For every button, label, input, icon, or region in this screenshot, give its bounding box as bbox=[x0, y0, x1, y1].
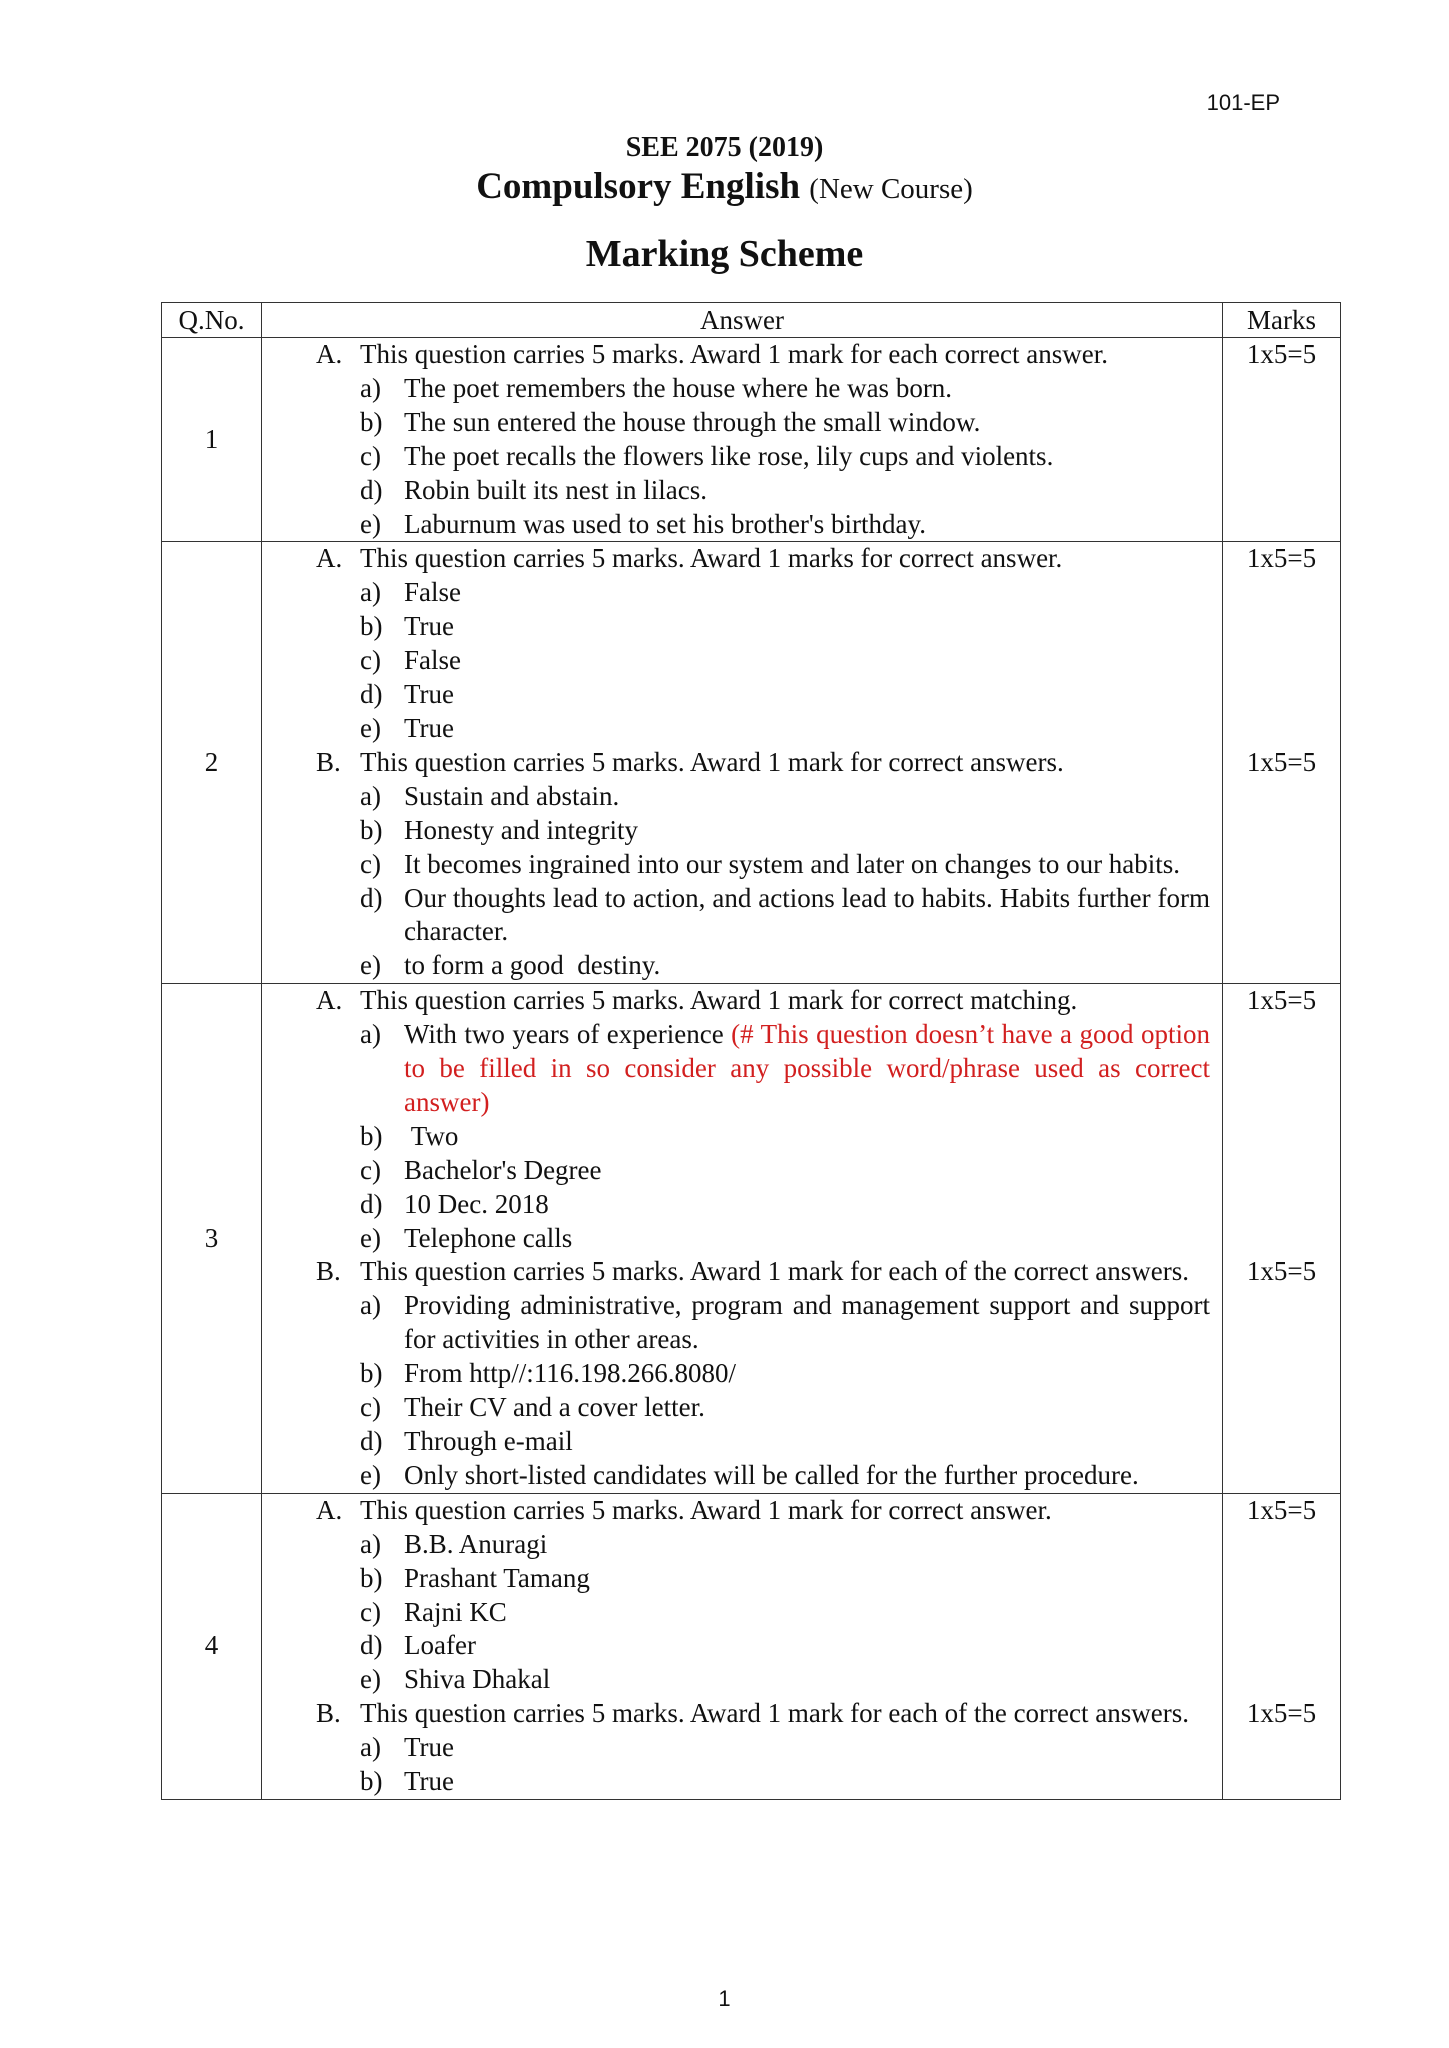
question-number: 2 bbox=[162, 542, 262, 984]
item-text: False bbox=[404, 645, 461, 676]
item-text: B.B. Anuragi bbox=[404, 1528, 548, 1559]
answer-item bbox=[316, 440, 1210, 474]
answer-cell bbox=[262, 984, 1223, 1494]
answer-item bbox=[316, 1018, 1210, 1120]
item-text: Through e-mail bbox=[404, 1426, 573, 1456]
answer-cell bbox=[262, 1493, 1223, 1799]
answer-content bbox=[262, 542, 1222, 983]
answer-item bbox=[316, 1596, 1210, 1630]
answer-item bbox=[316, 814, 1210, 848]
item-letter: d) bbox=[360, 1426, 383, 1456]
item-letter: c) bbox=[360, 1392, 381, 1423]
section-instruction bbox=[316, 338, 1210, 372]
item-text: True bbox=[404, 712, 455, 743]
answer-item bbox=[316, 949, 1210, 983]
item-letter: c) bbox=[360, 645, 381, 676]
item-text: Telephone calls bbox=[404, 1222, 573, 1253]
answer-item bbox=[316, 1120, 1210, 1154]
answer-cell bbox=[262, 338, 1223, 542]
item-text: Laburnum was used to set his brother's birthday. bbox=[404, 508, 927, 539]
marks-value: 1x5=5 bbox=[1246, 339, 1317, 369]
item-letter: d) bbox=[360, 1630, 383, 1661]
exam-title: SEE 2075 (2019) bbox=[625, 132, 824, 163]
item-text: Two bbox=[404, 1120, 459, 1151]
section-instruction bbox=[316, 1494, 1210, 1528]
item-text: Shiva Dhakal bbox=[404, 1664, 551, 1695]
section-text: This question carries 5 marks. Award 1 mark for each of the correct answers. bbox=[360, 1256, 1189, 1287]
item-letter: a) bbox=[360, 372, 381, 403]
course-label: (New Course) bbox=[809, 173, 973, 205]
answer-item bbox=[316, 474, 1210, 508]
answer-item bbox=[316, 610, 1210, 644]
table-row bbox=[162, 984, 1341, 1494]
section-text: This question carries 5 marks. Award 1 mark for each of the correct answers. bbox=[360, 1698, 1189, 1729]
answer-item bbox=[316, 1154, 1210, 1188]
item-text: From http//:116.198.266.8080/ bbox=[404, 1358, 737, 1389]
answer-item bbox=[316, 372, 1210, 406]
answer-item bbox=[316, 882, 1217, 950]
item-letter: e) bbox=[360, 508, 381, 539]
answer-item bbox=[316, 1663, 1210, 1697]
item-text: True bbox=[404, 611, 455, 642]
item-letter: c) bbox=[360, 1596, 381, 1627]
page-number: 1 bbox=[718, 1986, 731, 2011]
item-text: Providing administrative, program and management support and support for activities in other areas. bbox=[404, 1290, 1217, 1355]
subject-title bbox=[0, 165, 1449, 208]
marks-cell bbox=[1223, 338, 1341, 542]
answer-item bbox=[316, 1188, 1210, 1222]
item-text: Bachelor's Degree bbox=[404, 1154, 602, 1185]
header-qno: Q.No. bbox=[162, 303, 262, 338]
table-header-row bbox=[162, 303, 1341, 338]
item-text: Their CV and a cover letter. bbox=[404, 1392, 705, 1423]
item-text: Sustain and abstain. bbox=[404, 780, 620, 811]
item-letter: b) bbox=[360, 1358, 383, 1389]
item-text: Robin built its nest in lilacs. bbox=[404, 474, 707, 505]
answer-item bbox=[316, 1459, 1210, 1493]
answer-item bbox=[316, 1222, 1210, 1256]
item-letter: b) bbox=[360, 814, 383, 845]
item-note: (# This question doesn’t have a good option to be filled in so consider any possible word/phrase used as correct answer) bbox=[404, 1019, 1210, 1117]
header-marks: Marks bbox=[1223, 303, 1341, 338]
answer-item bbox=[316, 1528, 1210, 1562]
item-text: The poet recalls the flowers like rose, lily cups and violents. bbox=[404, 440, 1054, 471]
marks-cell bbox=[1223, 542, 1341, 984]
item-text: The sun entered the house through the small window. bbox=[404, 406, 981, 437]
item-letter: d) bbox=[360, 474, 383, 505]
section-text: This question carries 5 marks. Award 1 mark for correct matching. bbox=[360, 985, 1078, 1016]
item-text: It becomes ingrained into our system and later on changes to our habits. bbox=[404, 848, 1181, 879]
item-letter: c) bbox=[360, 1154, 381, 1185]
marks-value: 1x5=5 bbox=[1246, 1256, 1317, 1287]
item-letter: e) bbox=[360, 1664, 381, 1695]
subject-name: Compulsory English bbox=[476, 166, 801, 207]
item-letter: c) bbox=[360, 848, 381, 879]
item-letter: b) bbox=[360, 1562, 383, 1593]
item-letter: a) bbox=[360, 1528, 381, 1559]
answer-item bbox=[316, 1765, 1210, 1799]
item-letter: e) bbox=[360, 1222, 381, 1253]
marking-scheme-table bbox=[161, 302, 1341, 1800]
item-text: Our thoughts lead to action, and actions lead to habits. Habits further form character. bbox=[404, 882, 1217, 947]
answer-content bbox=[262, 1494, 1222, 1799]
item-text: With two years of experience bbox=[404, 1019, 724, 1050]
answer-item bbox=[316, 644, 1210, 678]
table-row bbox=[162, 542, 1341, 984]
marks-column bbox=[1223, 338, 1340, 372]
table-row bbox=[162, 1493, 1341, 1799]
item-text: True bbox=[404, 679, 455, 710]
answer-cell bbox=[262, 542, 1223, 984]
section-instruction bbox=[316, 746, 1210, 780]
header-answer: Answer bbox=[262, 303, 1223, 338]
answer-item bbox=[316, 848, 1210, 882]
section-text: This question carries 5 marks. Award 1 marks for correct answer. bbox=[360, 543, 1063, 574]
item-letter: e) bbox=[360, 712, 381, 743]
item-letter: d) bbox=[360, 679, 383, 710]
marks-column bbox=[1223, 984, 1340, 1289]
section-instruction bbox=[316, 1255, 1210, 1289]
question-number: 3 bbox=[162, 984, 262, 1494]
item-letter: c) bbox=[360, 440, 381, 471]
item-letter: e) bbox=[360, 950, 381, 981]
section-letter: A. bbox=[316, 543, 343, 574]
answer-item bbox=[316, 1562, 1210, 1596]
section-letter: B. bbox=[316, 1256, 341, 1287]
item-letter: e) bbox=[360, 1459, 381, 1490]
answer-item bbox=[316, 678, 1210, 712]
item-text: True bbox=[404, 1732, 455, 1763]
item-text: False bbox=[404, 577, 461, 608]
item-text: Rajni KC bbox=[404, 1596, 507, 1627]
section-letter: A. bbox=[316, 985, 343, 1016]
question-number: 4 bbox=[162, 1493, 262, 1799]
marks-column bbox=[1223, 542, 1340, 779]
answer-item bbox=[316, 1357, 1210, 1391]
item-text: The poet remembers the house where he was born. bbox=[404, 372, 953, 403]
item-text: Loafer bbox=[404, 1630, 476, 1661]
answer-content bbox=[262, 338, 1222, 541]
item-letter: a) bbox=[360, 1290, 381, 1321]
marks-cell bbox=[1223, 984, 1341, 1494]
answer-item bbox=[316, 712, 1210, 746]
item-letter: b) bbox=[360, 406, 383, 437]
section-text: This question carries 5 marks. Award 1 mark for correct answers. bbox=[360, 746, 1064, 777]
marks-value: 1x5=5 bbox=[1246, 985, 1317, 1016]
question-number: 1 bbox=[162, 338, 262, 542]
item-letter: d) bbox=[360, 1188, 383, 1219]
item-letter: d) bbox=[360, 882, 383, 913]
page-title: Marking Scheme bbox=[585, 233, 864, 275]
section-letter: B. bbox=[316, 746, 341, 777]
marks-column bbox=[1223, 1494, 1340, 1731]
item-letter: b) bbox=[360, 611, 383, 642]
answer-item bbox=[316, 508, 1210, 542]
answer-item bbox=[316, 1425, 1210, 1459]
marks-value: 1x5=5 bbox=[1246, 1698, 1317, 1729]
marks-value: 1x5=5 bbox=[1246, 746, 1317, 777]
answer-item bbox=[316, 1731, 1210, 1765]
section-letter: A. bbox=[316, 339, 343, 369]
marks-cell bbox=[1223, 1493, 1341, 1799]
section-instruction bbox=[316, 1697, 1210, 1731]
item-text: Only short-listed candidates will be called for the further procedure. bbox=[404, 1459, 1139, 1490]
section-letter: B. bbox=[316, 1698, 341, 1729]
item-text: Prashant Tamang bbox=[404, 1562, 590, 1593]
answer-item bbox=[316, 1289, 1217, 1357]
answer-item bbox=[316, 576, 1210, 610]
document-code: 101-EP bbox=[1206, 90, 1280, 115]
answer-item bbox=[316, 1629, 1210, 1663]
item-letter: a) bbox=[360, 577, 381, 608]
answer-content bbox=[262, 984, 1222, 1493]
answer-item bbox=[316, 1391, 1210, 1425]
section-text: This question carries 5 marks. Award 1 mark for correct answer. bbox=[360, 1494, 1052, 1525]
item-letter: b) bbox=[360, 1766, 383, 1797]
section-instruction bbox=[316, 542, 1210, 576]
marks-value: 1x5=5 bbox=[1246, 543, 1317, 574]
answer-item bbox=[316, 406, 1210, 440]
item-letter: a) bbox=[360, 780, 381, 811]
item-letter: a) bbox=[360, 1019, 381, 1050]
marks-value: 1x5=5 bbox=[1246, 1494, 1317, 1525]
item-text: to form a good destiny. bbox=[404, 950, 661, 981]
item-text: Honesty and integrity bbox=[404, 814, 638, 845]
section-letter: A. bbox=[316, 1494, 343, 1525]
answer-item bbox=[316, 780, 1210, 814]
item-text: 10 Dec. 2018 bbox=[404, 1188, 549, 1219]
section-instruction bbox=[316, 984, 1210, 1018]
table-row bbox=[162, 338, 1341, 542]
item-letter: a) bbox=[360, 1732, 381, 1763]
section-text: This question carries 5 marks. Award 1 mark for each correct answer. bbox=[360, 339, 1108, 369]
item-text: True bbox=[404, 1766, 455, 1797]
item-letter: b) bbox=[360, 1120, 383, 1151]
